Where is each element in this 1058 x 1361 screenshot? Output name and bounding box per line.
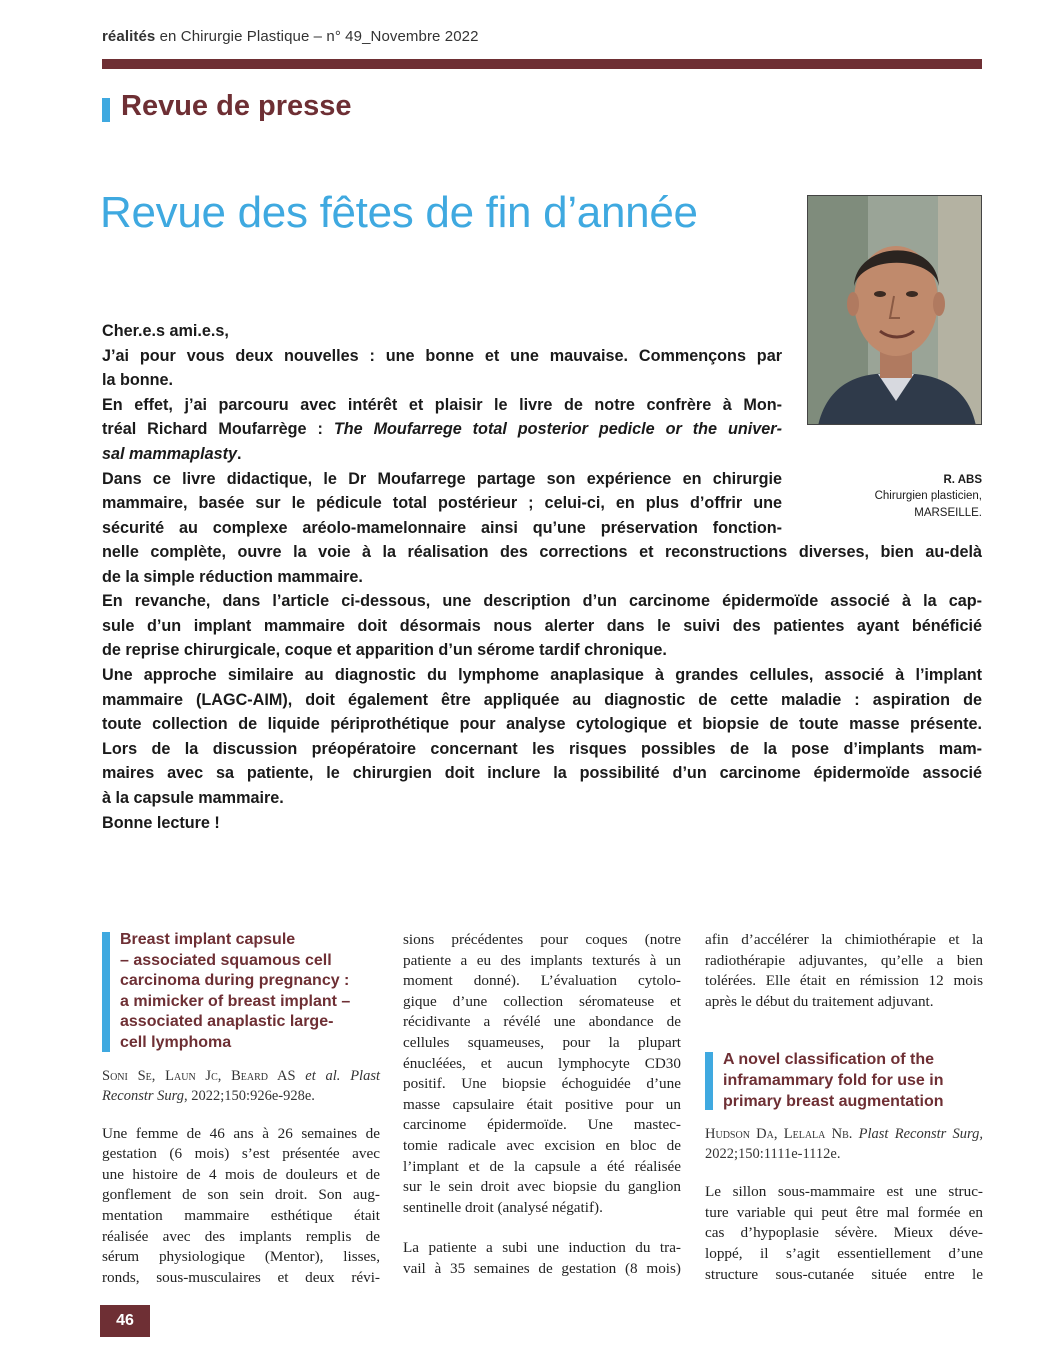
- body-line: patiente a eu des implants texturés à un: [403, 951, 681, 969]
- body-line: positif. Une biopsie échoguidée d’une: [403, 1075, 681, 1093]
- intro-line: maires avec sa patiente, le chirurgien doit inclure la possibilité d’un carcinome épidermoïde associé: [102, 764, 982, 783]
- body-line: récidivante a révélé une abondance de: [403, 1013, 681, 1031]
- citation-ref: , 2022;150:926e-928e.: [184, 1087, 315, 1104]
- intro-line: Lors de la discussion préopératoire concernant les risques possibles de la pose d’implants mam-: [102, 739, 982, 758]
- intro-line: mammaire, basée sur le pédicule total postérieur ; celui-ci, en plus d’offrir une: [102, 494, 782, 513]
- body-line: moment donné). L’évaluation cytolo-: [403, 972, 681, 990]
- abstract-title-line: associated anaplastic large-: [120, 1013, 334, 1031]
- body-line: cellules squameuses, pour la plupart: [403, 1033, 681, 1051]
- column-1: [102, 930, 380, 1288]
- book-title-end: sal mammaplasty: [102, 444, 237, 463]
- body-line: énucléées, et aucun lymphocyte CD30: [403, 1054, 681, 1072]
- abstract-title-line: a mimicker of breast implant –: [120, 992, 351, 1010]
- intro-text: tréal Richard Moufarrège :: [102, 420, 334, 439]
- abstract-title-line: A novel classification of the: [723, 1051, 935, 1069]
- intro-line: [102, 442, 782, 467]
- citation-journal: Plast Reconstr Surg,: [858, 1126, 983, 1143]
- body-line: réalisée avec des implants remplis de: [102, 1227, 380, 1245]
- body-line: structure sous-cutanée située entre le: [705, 1265, 983, 1283]
- intro-line: En effet, j’ai parcouru avec intérêt et plaisir le livre de notre confrère à Mon-: [102, 395, 782, 414]
- body-line: gonflement de son sein droit. Son aug-: [102, 1186, 380, 1204]
- intro-line: nelle complète, ouvre la voie à la réalisation des corrections et reconstructions diverses, bien au-delà: [102, 543, 982, 561]
- citation-authors: Soni Se, Laun Jc, Beard AS: [102, 1067, 296, 1084]
- citation-journal: Plast: [350, 1067, 381, 1084]
- abstract-title-line: inframammary fold for use in: [723, 1071, 944, 1089]
- body-line: sions précédentes pour coques (notre: [403, 931, 681, 948]
- abstract-title-block: [102, 930, 380, 1054]
- body-line: Une femme de 46 ans à 26 semaines de: [102, 1124, 380, 1142]
- intro-line: mammaire (LAGC-AIM), doit également être appliquée au diagnostic de cette maladie : aspiration de: [102, 690, 982, 709]
- column-2: [403, 930, 681, 1280]
- body-line: Le sillon sous-mammaire est une struc-: [705, 1183, 983, 1201]
- body-line: cas d’hypoplasie sévère. Mieux déve-: [705, 1224, 983, 1242]
- citation-ref: 2022;150:1111e-1112e.: [705, 1146, 841, 1163]
- abstract-title-line: cell lymphoma: [120, 1033, 232, 1051]
- title-bar: [705, 1052, 713, 1110]
- intro-line: [102, 417, 782, 442]
- abstract-title-line: carcinoma during pregnancy :: [120, 972, 350, 990]
- abstract-title-line: – associated squamous cell: [120, 951, 332, 969]
- abstract-body: [705, 1182, 983, 1285]
- intro-wide-block: [102, 540, 982, 835]
- intro-line: Dans ce livre didactique, le Dr Moufarrege partage son expérience en chirurgie: [102, 469, 782, 488]
- intro-line: J’ai pour vous deux nouvelles : une bonne et une mauvaise. Commençons par: [102, 346, 782, 365]
- citation-line: [102, 1086, 380, 1106]
- journal-name: réalités: [102, 28, 156, 45]
- citation-authors: Hudson Da, Lelala Nb.: [705, 1126, 853, 1143]
- body-line: mentation mammaire esthétique était: [102, 1206, 380, 1224]
- intro-line: sule d’un implant mammaire doit désormais nous alerter dans le suivi des patientes ayant bénéficié: [102, 616, 982, 635]
- citation-journal: Reconstr Surg: [102, 1087, 185, 1104]
- body-line: carcinome épidermoïde. Une mastec-: [403, 1116, 681, 1134]
- body-line: radiothérapie adjuvantes, qu’elle a bien: [705, 951, 983, 969]
- article-title: Revue des fêtes de fin d’année: [100, 188, 698, 237]
- book-title: The Moufarrege total posterior pedicle or the univer-: [333, 420, 782, 439]
- citation-line: [705, 1124, 983, 1144]
- intro-line: sécurité au complexe aréolo-mamelonnaire ainsi qu’une préservation fonction-: [102, 518, 782, 537]
- body-line: une histoire de 4 mois de douleurs et de: [102, 1165, 380, 1183]
- abstract-title-line: Breast implant capsule: [120, 931, 296, 948]
- intro-line: Cher.e.s ami.e.s,: [102, 322, 229, 340]
- body-line: ronds, sous-musculaires et deux révi-: [102, 1268, 380, 1286]
- intro-line: Une approche similaire au diagnostic du lymphome anaplasique à grandes cellules, associé à l’implant: [102, 665, 982, 684]
- citation-etal: et al.: [305, 1067, 341, 1084]
- column-3: [705, 930, 983, 1285]
- intro-line: En revanche, dans l’article ci-dessous, une description d’un carcinome épidermoïde associé à la cap-: [102, 592, 982, 611]
- body-line: tomie radicale avec excision en bloc de: [403, 1136, 681, 1154]
- author-photo: [807, 195, 982, 425]
- body-line: vail à 35 semaines de gestation (8 mois): [403, 1259, 681, 1277]
- citation-line: [102, 1066, 380, 1086]
- intro-text: .: [236, 444, 242, 463]
- citation: [102, 1066, 380, 1106]
- author-city: MARSEILLE.: [914, 507, 982, 519]
- intro-line: Bonne lecture !: [102, 813, 220, 832]
- intro-line: de la simple réduction mammaire.: [102, 567, 363, 586]
- author-name: R. ABS: [943, 474, 982, 486]
- body-line: loppé, il s’agit essentiellement d’une: [705, 1244, 983, 1262]
- page-number: 46: [100, 1305, 150, 1337]
- body-line: tolérées. Elle était en rémission 12 mois: [705, 972, 983, 990]
- intro-line: à la capsule mammaire.: [102, 788, 284, 807]
- title-bar: [102, 932, 110, 1052]
- body-line: gestation (6 mois) s’est présentée avec: [102, 1145, 380, 1163]
- body-line: l’implant et de la capsule a été réalisée: [403, 1157, 681, 1175]
- abstract-title-block: [705, 1050, 983, 1112]
- body-line: sentinelle droit (analysé négatif).: [403, 1198, 603, 1216]
- intro-narrow-block: [102, 319, 782, 540]
- body-line: gique d’une collection séromateuse et: [403, 992, 681, 1010]
- journal-issue: en Chirurgie Plastique – n° 49_Novembre 2022: [155, 28, 479, 45]
- intro-line: la bonne.: [102, 371, 174, 390]
- body-line: sérum physiologique (Mentor), lisses,: [102, 1248, 380, 1266]
- body-line: ture variable qui peut être mal formée en: [705, 1203, 983, 1221]
- body-line: afin d’accélérer la chimiothérapie et la: [705, 931, 983, 948]
- citation: [705, 1124, 983, 1164]
- body-line: La patiente a subi une induction du tra-: [403, 1239, 681, 1257]
- author-role: Chirurgien plasticien,: [874, 490, 982, 502]
- body-line: sur le sein droit avec biopsie du ganglion: [403, 1178, 681, 1196]
- intro-line: toute collection de liquide périprothétique pour analyse cytologique et biopsie de toute masse présente.: [102, 715, 982, 734]
- intro-line: de reprise chirurgicale, coque et apparition d’un sérome tardif chronique.: [102, 641, 667, 660]
- section-marker: [102, 98, 110, 122]
- body-line: masse capsulaire était positive pour un: [403, 1095, 681, 1113]
- abstract-title-line: primary breast augmentation: [723, 1092, 944, 1110]
- section-title: Revue de presse: [121, 90, 352, 122]
- abstract-body: [102, 1124, 380, 1289]
- body-line: après le début du traitement adjuvant.: [705, 992, 934, 1010]
- running-header: [102, 28, 479, 45]
- header-rule: [102, 59, 982, 69]
